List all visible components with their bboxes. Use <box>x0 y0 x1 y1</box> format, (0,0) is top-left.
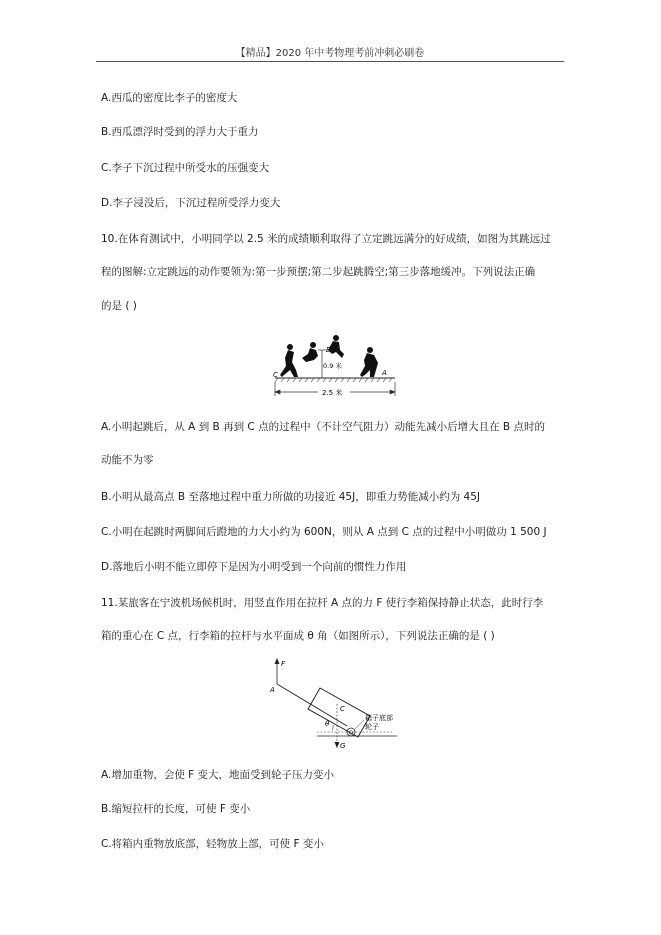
q10-option-a-line-2: 动能不为零 <box>101 454 154 466</box>
header-rule <box>96 61 564 62</box>
point-a-label: A <box>270 686 275 694</box>
force-f-label: F <box>281 660 286 668</box>
angle-arc <box>332 725 333 730</box>
jumper-figures <box>280 335 378 377</box>
height-label: 0.9 米 <box>323 362 342 370</box>
q10-stem-line-2: 程的图解:立定跳远的动作要领为:第一步预摆;第二步起跳腾空;第三步落地缓冲。下列说法正确 <box>101 266 536 278</box>
note-wheel-line-2: 轮子 <box>365 723 379 731</box>
q10-option-d: D.落地后小明不能立即停下是因为小明受到一个向前的惯性力作用 <box>101 561 407 573</box>
point-a-label: A <box>382 369 387 377</box>
q11-stem-line-1: 11.某旅客在宁波机场候机时，用竖直作用在拉杆 A 点的力 F 使行李箱保持静止状态，此时行李 <box>101 597 544 609</box>
q10-option-b: B.小明从最高点 B 至落地过程中重力所做的功接近 45J，即重力势能减小约为 45J <box>101 491 481 503</box>
point-c-label: C <box>273 371 278 379</box>
q10-option-c: C.小明在起跳时两脚间后蹬地的力大小约为 600N，则从 A 点到 C 点的过程中小明做功 1 500 J <box>101 526 547 538</box>
ground-line <box>275 378 395 382</box>
long-jump-figure <box>270 330 400 408</box>
suitcase-handle <box>277 684 347 726</box>
q10-option-a-line-1: A.小明起跳后，从 A 到 B 再到 C 点的过程中（不计空气阻力）动能先减小后增大且在 B 点时的 <box>101 421 545 433</box>
q9-option-d: D.李子浸没后，下沉过程所受浮力变大 <box>101 197 281 209</box>
point-b-label: B <box>326 346 331 354</box>
page-header: 【精品】2020 年中考物理考前冲刺必刷卷 <box>235 48 425 59</box>
angle-theta-label: θ <box>325 720 330 728</box>
point-c-label: C <box>340 705 345 713</box>
q11-option-b: B.缩短拉杆的长度，可使 F 变小 <box>101 803 251 815</box>
pivot-o-label: O <box>348 730 354 737</box>
q11-option-a: A.增加重物，会使 F 变大，地面受到轮子压力变小 <box>101 769 335 781</box>
q11-option-c: C.将箱内重物放底部，轻物放上部，可使 F 变小 <box>101 838 324 850</box>
q9-option-c: C.李子下沉过程中所受水的压强变大 <box>101 162 270 174</box>
gravity-arrowhead <box>335 742 340 748</box>
callout-line <box>355 720 364 729</box>
q11-stem-line-2: 箱的重心在 C 点，行李箱的拉杆与水平面成 θ 角（如图所示），下列说法正确的是 ( ) <box>101 630 495 642</box>
gravity-g-label: G <box>340 742 346 750</box>
q10-stem-line-3: 的是 ( ) <box>101 300 137 312</box>
q9-option-a: A.西瓜的密度比李子的密度大 <box>101 92 238 104</box>
note-wheel-line-1: 箱子底部 <box>365 714 393 722</box>
suitcase-figure <box>262 656 412 754</box>
distance-label: 2.5 米 <box>322 389 343 397</box>
q9-option-b: B.西瓜漂浮时受到的浮力大于重力 <box>101 126 259 138</box>
force-arrowhead <box>275 658 280 664</box>
suitcase-body <box>308 688 370 737</box>
q10-stem-line-1: 10.在体育测试中，小明同学以 2.5 米的成绩顺利取得了立定跳远满分的好成绩，如图为其跳远过 <box>101 233 551 245</box>
